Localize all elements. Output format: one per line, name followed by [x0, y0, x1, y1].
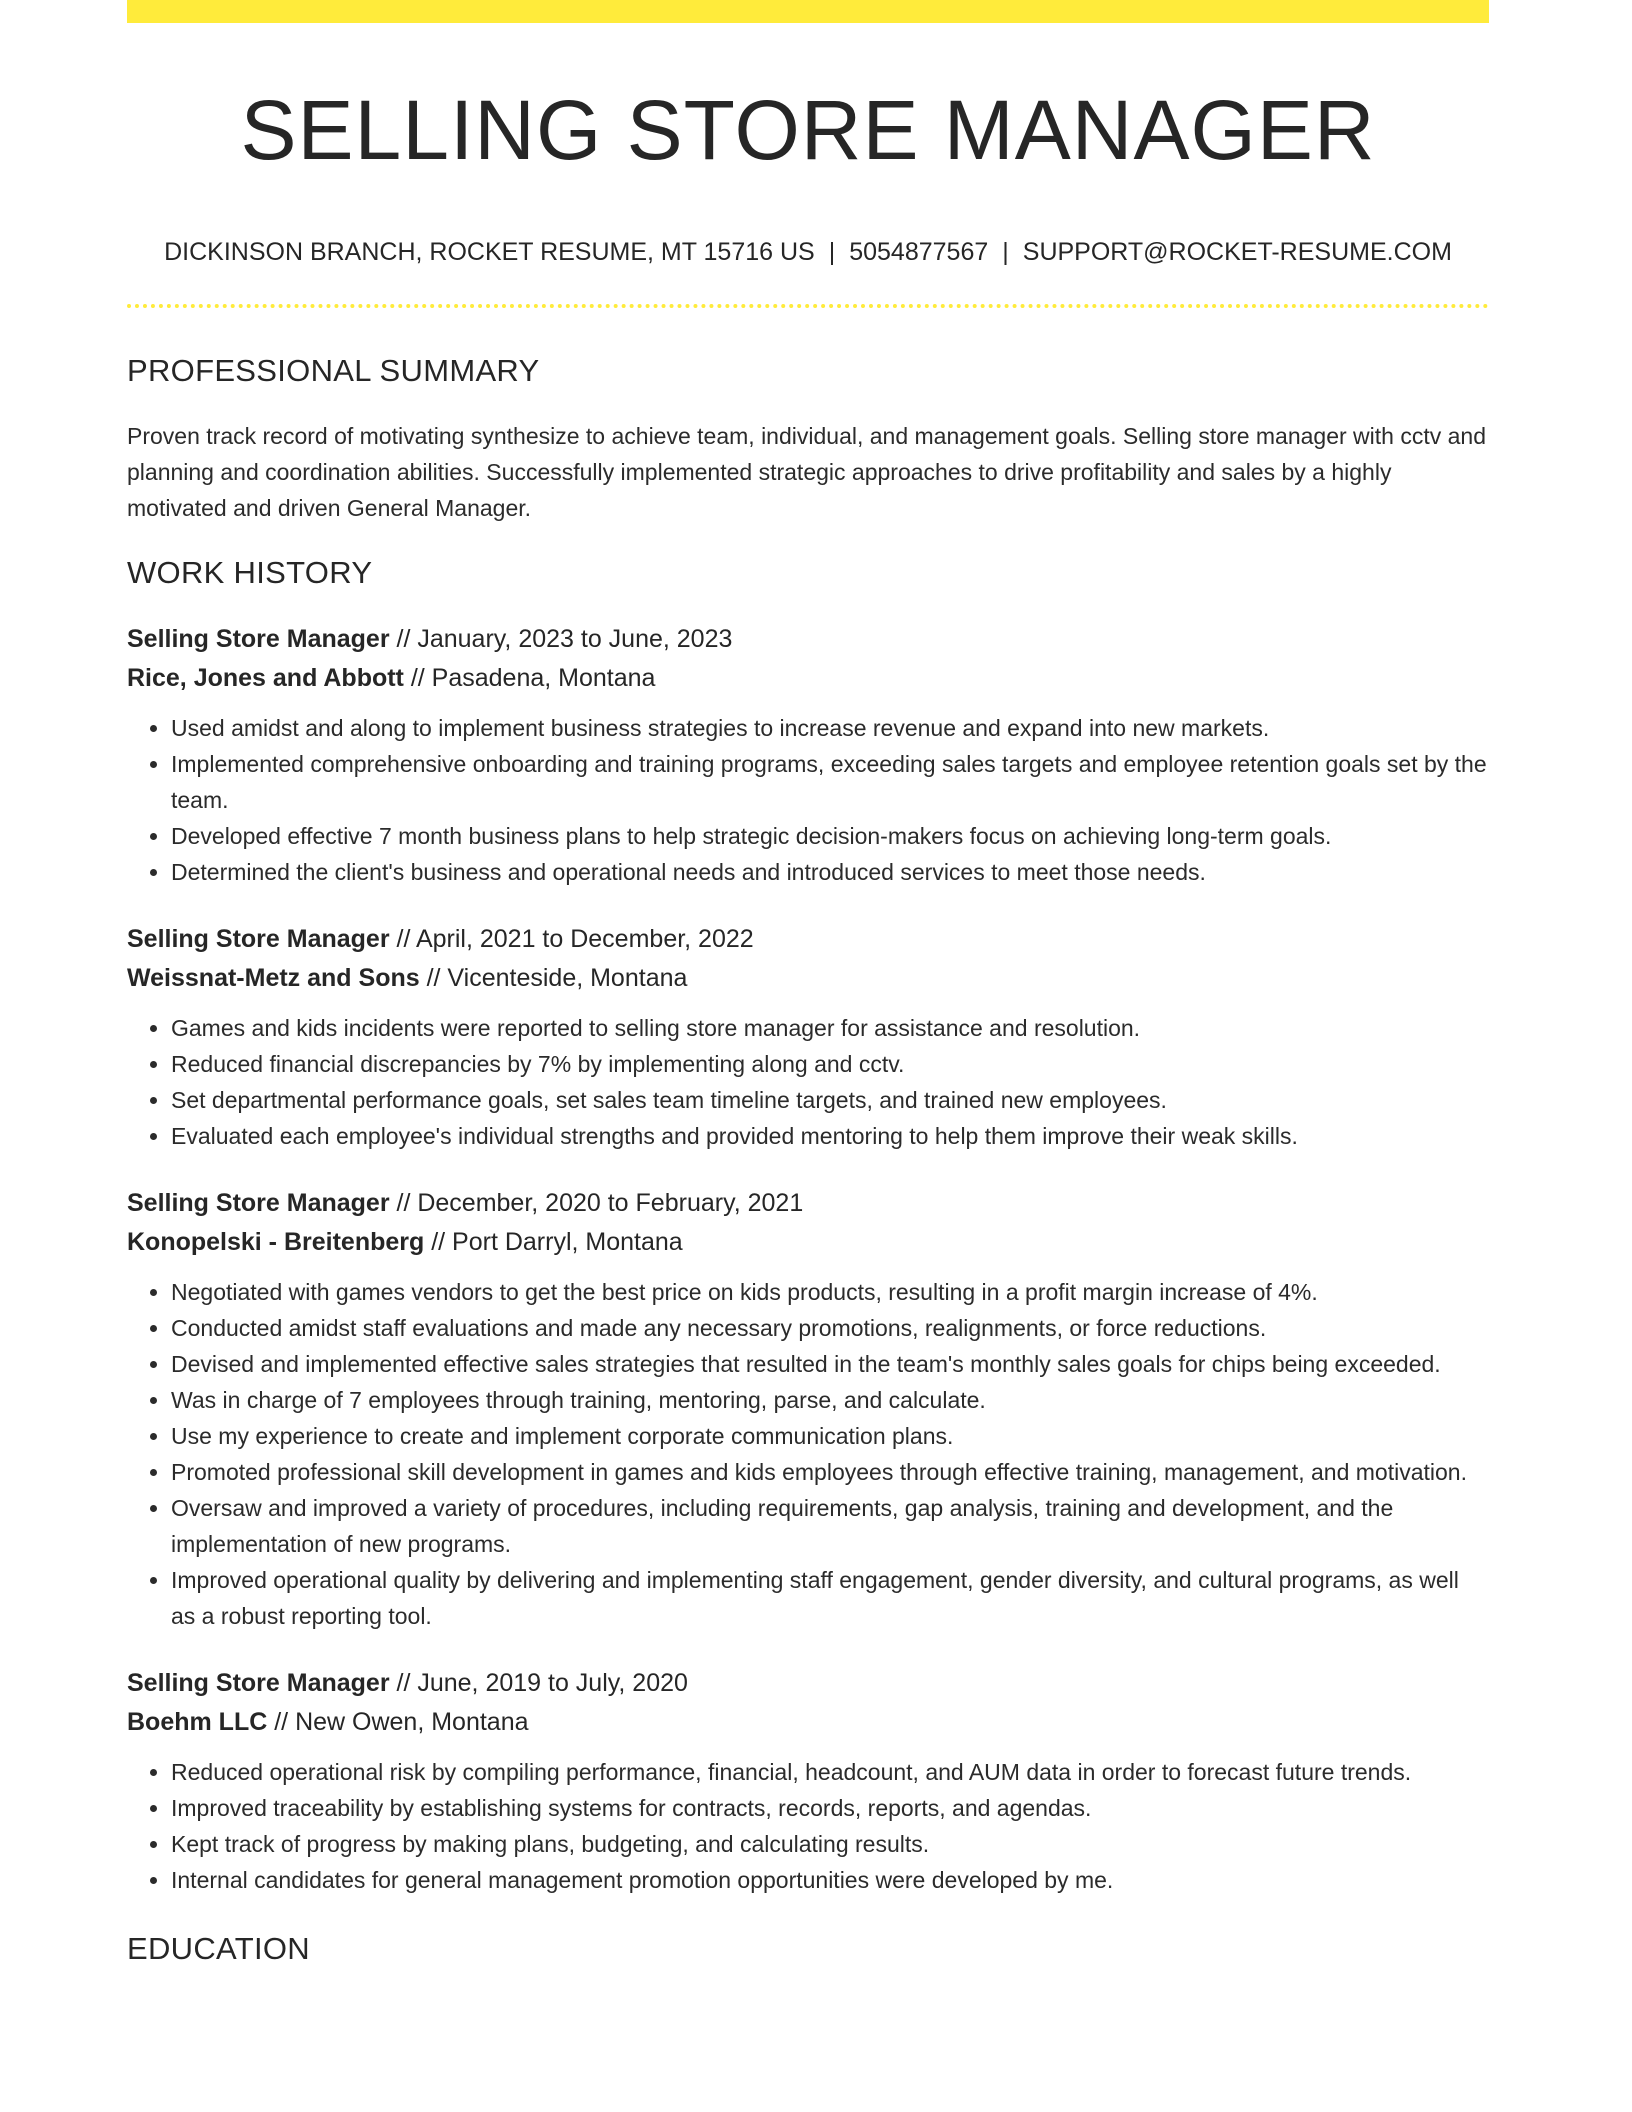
job-bullets	[127, 710, 1489, 890]
contact-separator: |	[828, 238, 836, 266]
accent-bar	[127, 0, 1489, 23]
job-title-line	[127, 1184, 1489, 1223]
resume-sections	[127, 350, 1489, 1996]
contact-email[interactable]: SUPPORT@ROCKET-RESUME.COM	[1022, 238, 1452, 266]
job-bullet: • Internal candidates for general management promotion opportunities were developed by me.	[171, 1862, 1489, 1898]
job-location: // New Owen, Montana	[267, 1708, 529, 1736]
job-bullet: • Evaluated each employee's individual strengths and provided mentoring to help them improve their weak skills.	[171, 1118, 1489, 1154]
job-company-line	[127, 659, 1489, 698]
job-bullet: • Kept track of progress by making plans, budgeting, and calculating results.	[171, 1826, 1489, 1862]
job-bullet: • Used amidst and along to implement business strategies to increase revenue and expand into new markets.	[171, 710, 1489, 746]
job-bullet: • Devised and implemented effective sales strategies that resulted in the team's monthly sales goals for chips being exceeded.	[171, 1346, 1489, 1382]
job-bullet: • Use my experience to create and implement corporate communication plans.	[171, 1418, 1489, 1454]
section-title-work-history: WORK HISTORY	[127, 555, 373, 590]
job-entry	[127, 1184, 1489, 1634]
dotted-divider	[127, 304, 1489, 308]
job-bullet: • Improved operational quality by delivering and implementing staff engagement, gender diversity, and cultural programs, as well as a robust reporting tool.	[171, 1562, 1489, 1634]
job-bullet: • Improved traceability by establishing systems for contracts, records, reports, and agendas.	[171, 1790, 1489, 1826]
job-bullet: • Games and kids incidents were reported to selling store manager for assistance and resolution.	[171, 1010, 1489, 1046]
job-entry	[127, 620, 1489, 890]
job-location: // Pasadena, Montana	[403, 664, 656, 692]
job-bullets	[127, 1754, 1489, 1898]
job-location: // Vicenteside, Montana	[419, 964, 688, 992]
job-location: // Port Darryl, Montana	[424, 1228, 683, 1256]
contact-line	[127, 236, 1489, 268]
job-role: Selling Store Manager	[127, 1669, 390, 1697]
job-title-line	[127, 1664, 1489, 1703]
job-dates: // January, 2023 to June, 2023	[389, 625, 733, 653]
summary-text: Proven track record of motivating synthesize to achieve team, individual, and management goals. Selling store manager with cctv and planning and coordination abilities. Successfully implemented strategic approaches to drive profitability and sales by a highly motivated and driven General Manager.	[127, 423, 1486, 521]
job-title-line	[127, 620, 1489, 659]
job-dates: // December, 2020 to February, 2021	[389, 1189, 804, 1217]
job-bullet: • Developed effective 7 month business plans to help strategic decision-makers focus on achieving long-term goals.	[171, 818, 1489, 854]
job-entry	[127, 920, 1489, 1154]
job-title-line	[127, 920, 1489, 959]
job-bullet: • Conducted amidst staff evaluations and made any necessary promotions, realignments, or force reductions.	[171, 1310, 1489, 1346]
resume-title: SELLING STORE MANAGER	[240, 83, 1376, 177]
job-dates: // April, 2021 to December, 2022	[389, 925, 754, 953]
section-title-education: EDUCATION	[127, 1931, 310, 1966]
section-title-summary: PROFESSIONAL SUMMARY	[127, 353, 540, 388]
job-bullets	[127, 1010, 1489, 1154]
job-bullets	[127, 1274, 1489, 1634]
job-company: Rice, Jones and Abbott	[127, 664, 404, 692]
job-company-line	[127, 1703, 1489, 1742]
contact-separator: |	[1002, 238, 1009, 266]
job-bullet: • Reduced financial discrepancies by 7% by implementing along and cctv.	[171, 1046, 1489, 1082]
job-role: Selling Store Manager	[127, 1189, 390, 1217]
job-entry	[127, 1664, 1489, 1898]
job-company: Weissnat-Metz and Sons	[127, 964, 420, 992]
job-bullet: • Promoted professional skill development in games and kids employees through effective training, management, and motivation.	[171, 1454, 1489, 1490]
job-bullet: • Oversaw and improved a variety of procedures, including requirements, gap analysis, training and development, and the implementation of new programs.	[171, 1490, 1489, 1562]
job-role: Selling Store Manager	[127, 925, 390, 953]
job-company-line	[127, 1223, 1489, 1262]
contact-address: DICKINSON BRANCH, ROCKET RESUME, MT 15716 US	[164, 238, 815, 266]
job-company-line	[127, 959, 1489, 998]
job-dates: // June, 2019 to July, 2020	[389, 1669, 688, 1697]
contact-phone[interactable]: 5054877567	[849, 238, 989, 266]
job-bullet: • Implemented comprehensive onboarding and training programs, exceeding sales targets and employee retention goals set by the team.	[171, 746, 1489, 818]
job-bullet: • Determined the client's business and operational needs and introduced services to meet those needs.	[171, 854, 1489, 890]
job-bullet: • Set departmental performance goals, set sales team timeline targets, and trained new employees.	[171, 1082, 1489, 1118]
job-company: Konopelski - Breitenberg	[127, 1228, 425, 1256]
job-bullet: • Negotiated with games vendors to get the best price on kids products, resulting in a profit margin increase of 4%.	[171, 1274, 1489, 1310]
job-bullet: • Reduced operational risk by compiling performance, financial, headcount, and AUM data in order to forecast future trends.	[171, 1754, 1489, 1790]
job-company: Boehm LLC	[127, 1708, 268, 1736]
job-bullet: • Was in charge of 7 employees through training, mentoring, parse, and calculate.	[171, 1382, 1489, 1418]
job-role: Selling Store Manager	[127, 625, 390, 653]
